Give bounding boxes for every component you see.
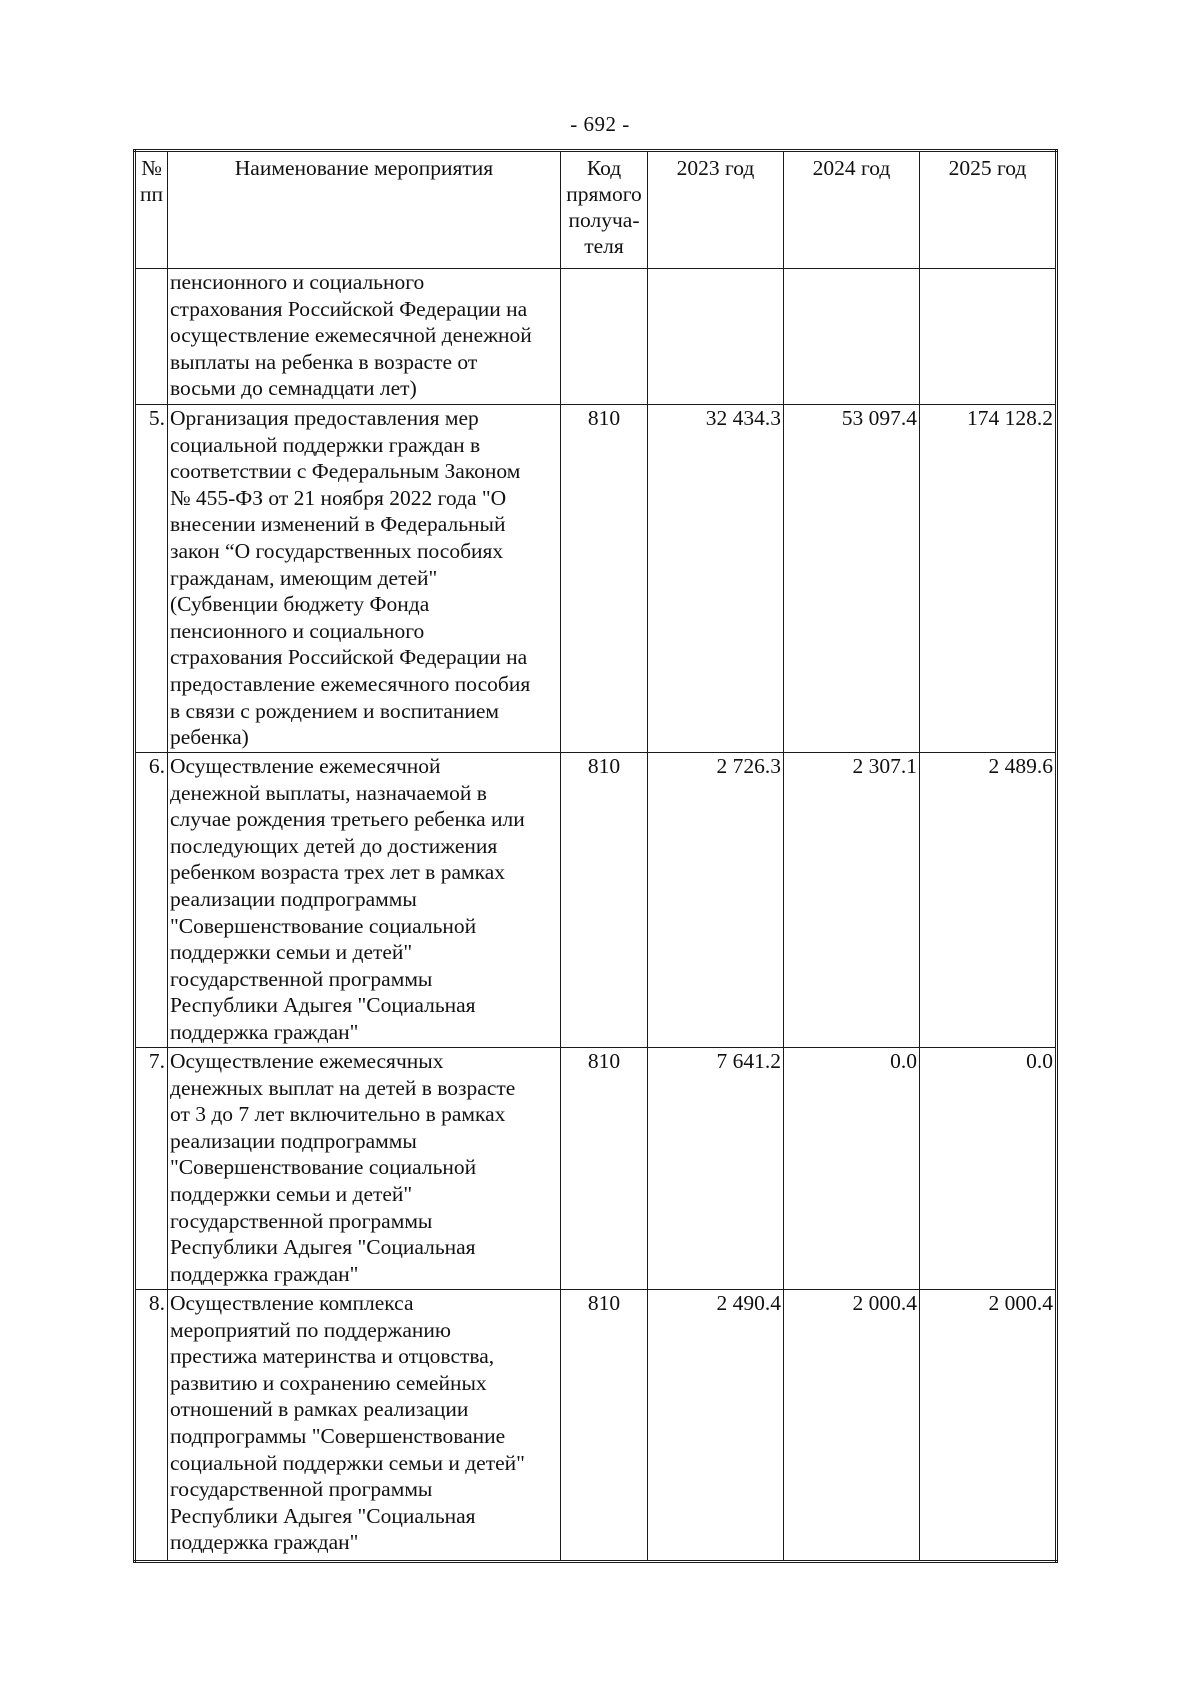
row-recipient-code: 810 [561, 1048, 648, 1290]
row-measure-name: Осуществление комплекса мероприятий по поддержанию престижа материнства и отцовства, развитию и сохранению семейных отношений в рамках реализации подпрограммы "Совершенствование социальной поддержки семьи и детей" государственной программы Республики Адыгея "Социальная поддержка граждан" [168, 1290, 561, 1562]
row-number [135, 269, 168, 405]
table-row [135, 269, 1057, 405]
header-recipient-code: Код прямого получа- теля [561, 151, 648, 269]
header-number: № пп [135, 151, 168, 269]
row-number: 5. [135, 405, 168, 753]
table-row [135, 753, 1057, 1048]
row-number: 7. [135, 1048, 168, 1290]
row-value-2025: 174 128.2 [920, 405, 1057, 753]
measures-table [133, 149, 1058, 1563]
row-recipient-code: 810 [561, 753, 648, 1048]
row-number: 6. [135, 753, 168, 1048]
row-value-2023 [648, 269, 784, 405]
row-value-2023: 2 726.3 [648, 753, 784, 1048]
row-recipient-code [561, 269, 648, 405]
row-measure-name: Осуществление ежемесячной денежной выплаты, назначаемой в случае рождения третьего ребенка или последующих детей до достижения ребенком возраста трех лет в рамках реализации подпрограммы "Совершенствование социальной поддержки семьи и детей" государственной программы Республики Адыгея "Социальная поддержка граждан" [168, 753, 561, 1048]
row-value-2025 [920, 269, 1057, 405]
row-measure-name: пенсионного и социального страхования Российской Федерации на осуществление ежемесячной денежной выплаты на ребенка в возрасте от восьми до семнадцати лет) [168, 269, 561, 405]
row-value-2025: 2 489.6 [920, 753, 1057, 1048]
row-value-2023: 32 434.3 [648, 405, 784, 753]
header-year-2024: 2024 год [784, 151, 920, 269]
table-header-row [135, 151, 1057, 269]
row-number: 8. [135, 1290, 168, 1562]
row-recipient-code: 810 [561, 405, 648, 753]
header-year-2025: 2025 год [920, 151, 1057, 269]
table-row [135, 405, 1057, 753]
row-value-2025: 0.0 [920, 1048, 1057, 1290]
row-value-2024: 2 000.4 [784, 1290, 920, 1562]
row-value-2023: 7 641.2 [648, 1048, 784, 1290]
row-value-2025: 2 000.4 [920, 1290, 1057, 1562]
table-row [135, 1290, 1057, 1562]
row-value-2024: 53 097.4 [784, 405, 920, 753]
row-measure-name: Организация предоставления мер социальной поддержки граждан в соответствии с Федеральным Законом № 455-ФЗ от 21 ноября 2022 года "О внесении изменений в Федеральный закон “О государственных пособиях гражданам, имеющим детей" (Субвенции бюджету Фонда пенсионного и социального страхования Российской Федерации на предоставление ежемесячного пособия в связи с рождением и воспитанием ребенка) [168, 405, 561, 753]
table-row [135, 1048, 1057, 1290]
header-measure-name: Наименование мероприятия [168, 151, 561, 269]
row-recipient-code: 810 [561, 1290, 648, 1562]
header-year-2023: 2023 год [648, 151, 784, 269]
row-measure-name: Осуществление ежемесячных денежных выплат на детей в возрасте от 3 до 7 лет включительно в рамках реализации подпрограммы "Совершенствование социальной поддержки семьи и детей" государственной программы Республики Адыгея "Социальная поддержка граждан" [168, 1048, 561, 1290]
row-value-2024: 2 307.1 [784, 753, 920, 1048]
page-number: - 692 - [570, 112, 630, 136]
row-value-2023: 2 490.4 [648, 1290, 784, 1562]
row-value-2024: 0.0 [784, 1048, 920, 1290]
row-value-2024 [784, 269, 920, 405]
